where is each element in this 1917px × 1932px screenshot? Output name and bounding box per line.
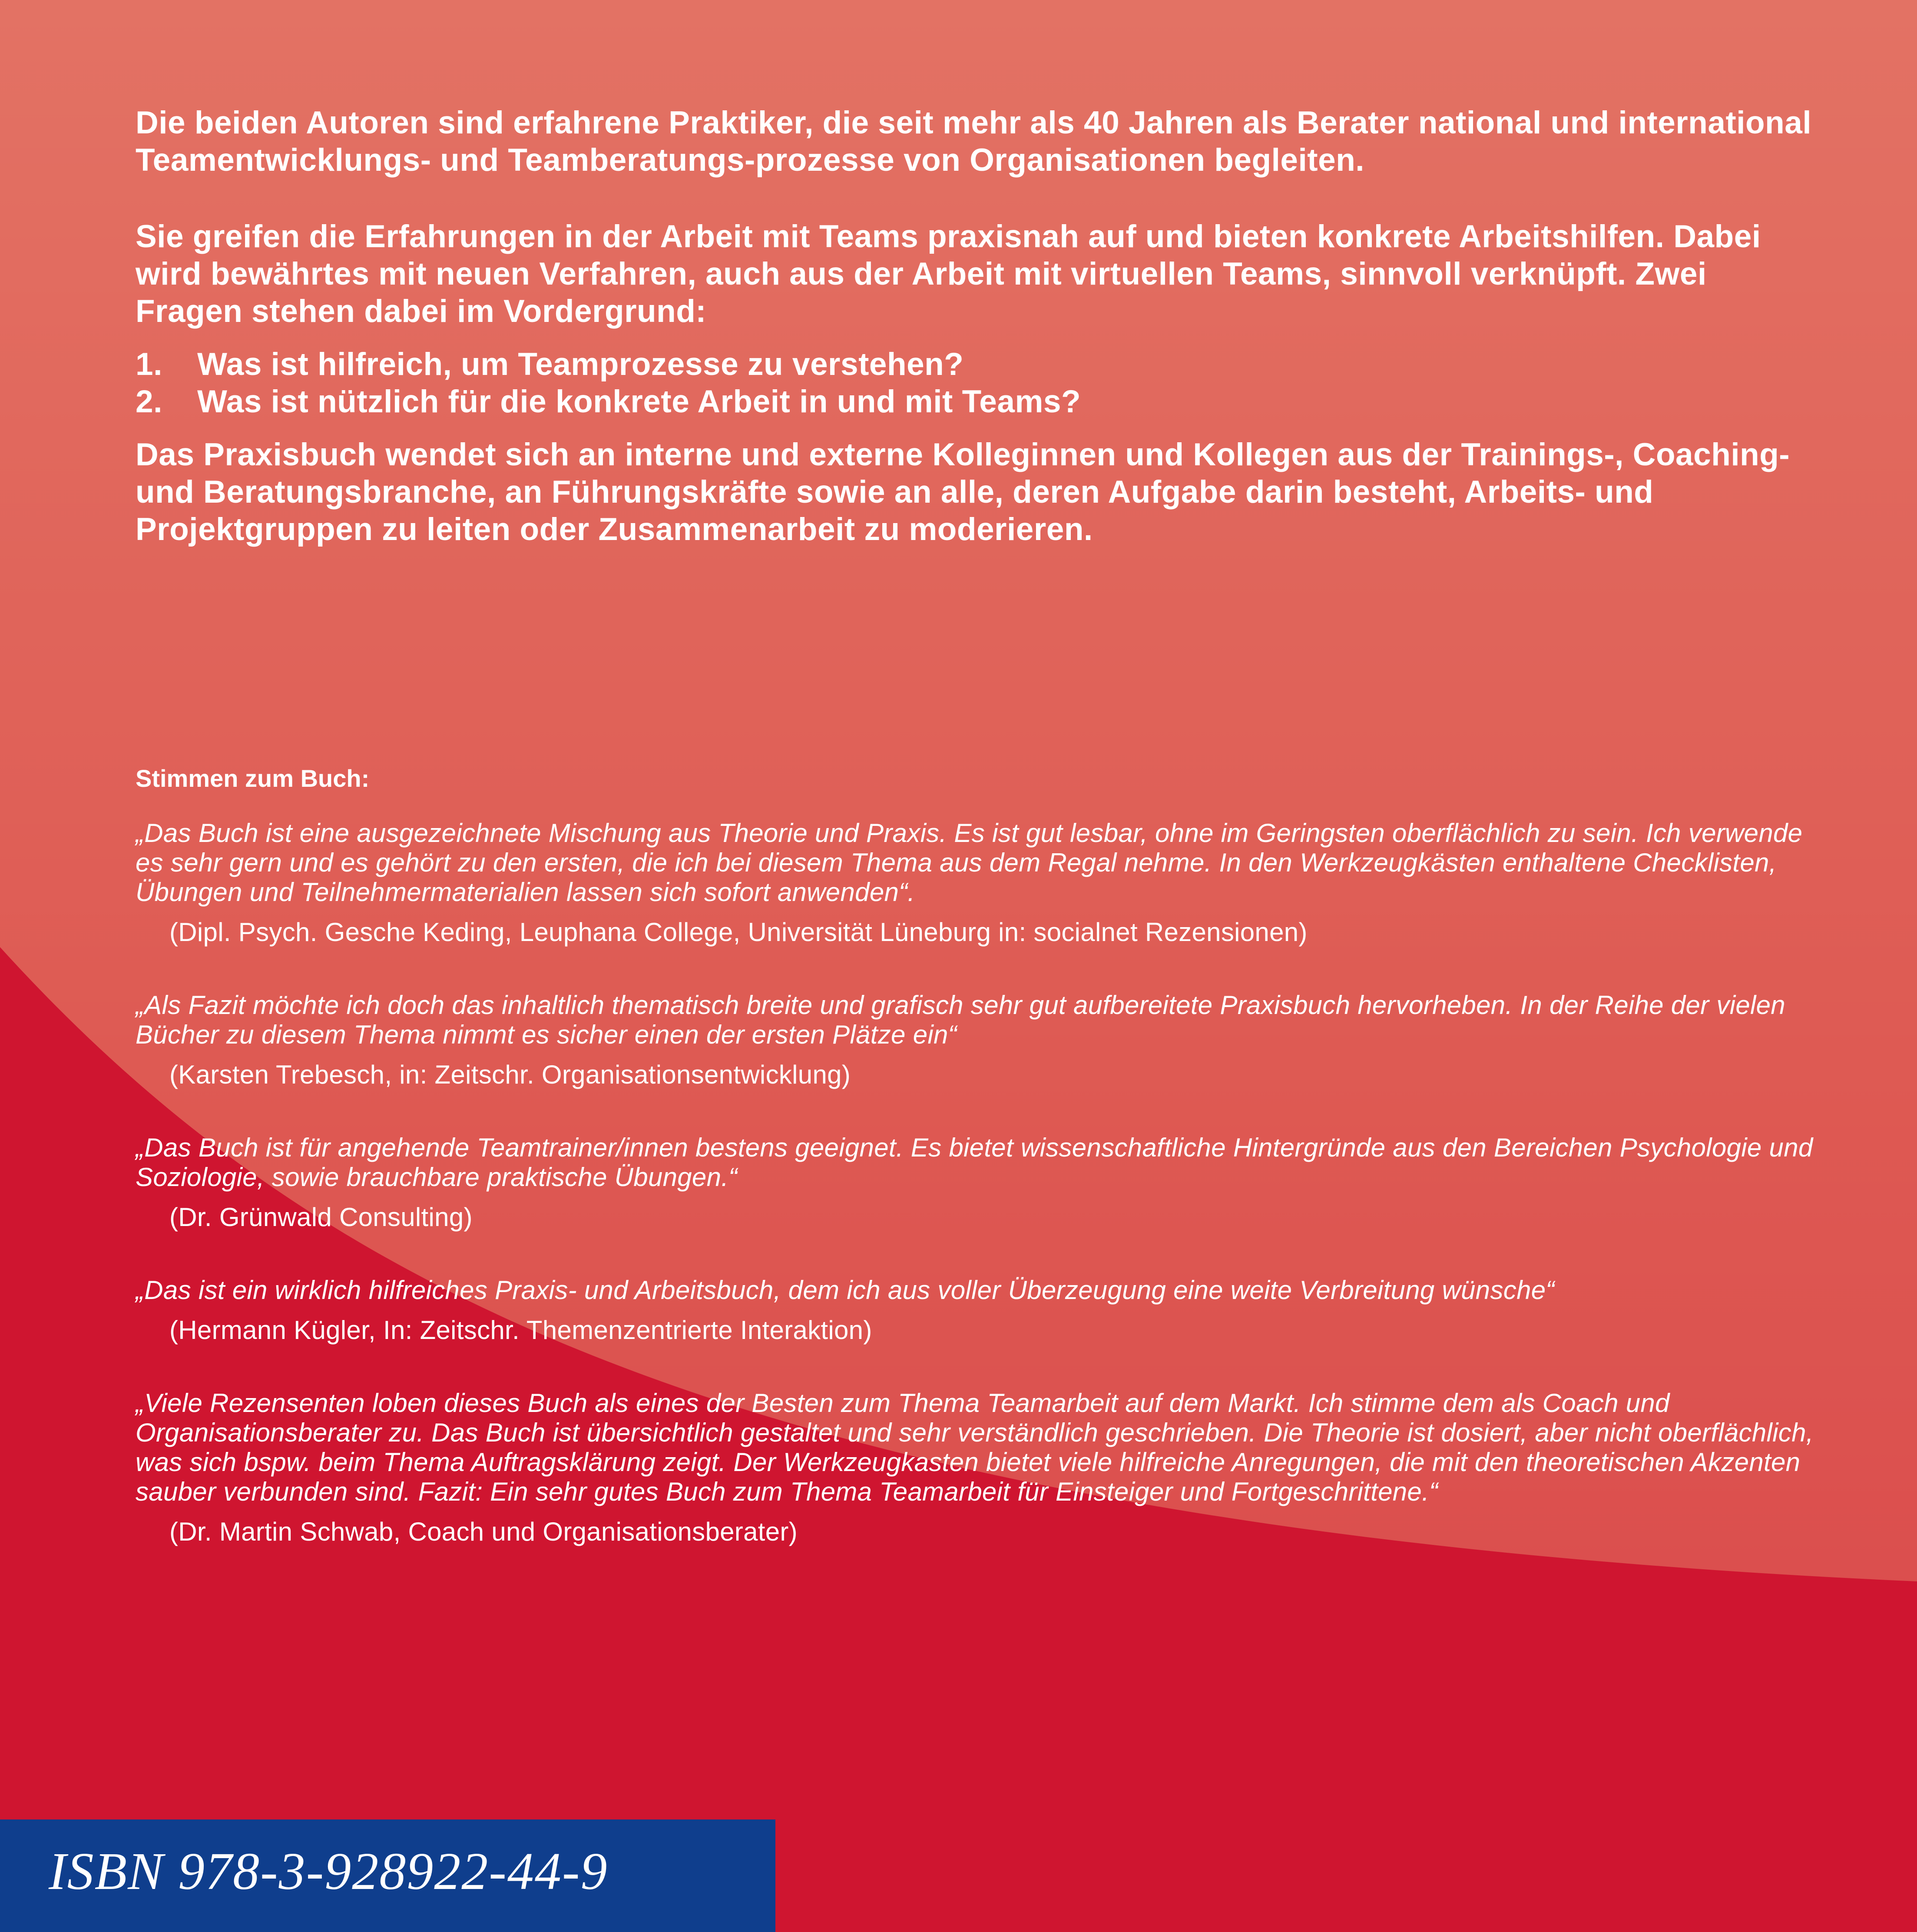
reviews-section <box>136 763 1821 1590</box>
review-item <box>136 1276 1821 1345</box>
question-text: Was ist hilfreich, um Teamprozesse zu verstehen? <box>197 347 964 382</box>
questions-list <box>136 346 1812 421</box>
intro-paragraph-approach: Sie greifen die Erfahrungen in der Arbeit mit Teams praxisnah auf und bieten konkrete Arbeitshilfen. Dabei wird bewährtes mit neuen Verfahren, auch aus der Arbeit mit virtuellen Teams, sinnvoll verknüpft. Zwei Fragen stehen dabei im Vordergrund: <box>136 219 1761 329</box>
review-quote: „Das ist ein wirklich hilfreiches Praxis- und Arbeitsbuch, dem ich aus voller Überzeugung eine weite Verbreitung wünsche“ <box>136 1276 1555 1305</box>
review-item <box>136 1133 1821 1232</box>
question-number: 2. <box>136 384 162 419</box>
question-text: Was ist nützlich für die konkrete Arbeit in und mit Teams? <box>197 384 1081 419</box>
review-quote: „Als Fazit möchte ich doch das inhaltlich thematisch breite und grafisch sehr gut aufbereitete Praxisbuch hervorheben. In der Reihe der vielen Bücher zu diesem Thema nimmt es sicher einen der ersten Plätze ein“ <box>136 991 1785 1049</box>
review-source: (Dr. Martin Schwab, Coach und Organisationsberater) <box>169 1517 798 1546</box>
intro-paragraph-audience: Das Praxisbuch wendet sich an interne und externe Kolleginnen und Kollegen aus der Trainings-, Coaching- und Beratungsbranche, an Führungskräfte sowie an alle, deren Aufgabe darin besteht, Arbeits- und Projektgruppen zu leiten oder Zusammenarbeit zu moderieren. <box>136 437 1790 547</box>
review-item <box>136 1389 1821 1547</box>
reviews-heading: Stimmen zum Buch: <box>136 765 370 792</box>
intro-section <box>136 104 1812 548</box>
review-quote: „Viele Rezensenten loben dieses Buch als eines der Besten zum Thema Teamarbeit auf dem Markt. Ich stimme dem als Coach und Organisationsberater zu. Das Buch ist übersichtlich gestaltet und sehr verständlich geschrieben. Die Theorie ist dosiert, aber nicht oberflächlich, was sich bspw. beim Thema Auftragsklärung zeigt. Der Werkzeugkasten bietet viele hilfreiche Anregungen, die mit den theoretischen Akzenten sauber verbunden sind. Fazit: Ein sehr gutes Buch zum Thema Teamarbeit für Einsteiger und Fortgeschrittene.“ <box>136 1389 1814 1506</box>
review-source: (Karsten Trebesch, in: Zeitschr. Organisationsentwicklung) <box>169 1060 851 1089</box>
review-item <box>136 819 1821 947</box>
review-source: (Hermann Kügler, In: Zeitschr. Themenzentrierte Interaktion) <box>169 1316 872 1345</box>
isbn-label: ISBN 978-3-928922-44-9 <box>49 1842 608 1901</box>
question-item <box>136 383 1812 421</box>
review-item <box>136 991 1821 1090</box>
review-quote: „Das Buch ist eine ausgezeichnete Mischung aus Theorie und Praxis. Es ist gut lesbar, ohne im Geringsten oberflächlich zu sein. Ich verwende es sehr gern und es gehört zu den ersten, die ich bei diesem Thema aus dem Regal nehme. In den Werkzeugkästen enthaltene Checklisten, Übungen und Teilnehmermaterialien lassen sich sofort anwenden“. <box>136 819 1803 907</box>
review-source: (Dr. Grünwald Consulting) <box>169 1203 473 1232</box>
question-number: 1. <box>136 347 162 382</box>
review-source: (Dipl. Psych. Gesche Keding, Leuphana College, Universität Lüneburg in: socialnet Rezensionen) <box>169 918 1308 947</box>
intro-paragraph-authors: Die beiden Autoren sind erfahrene Praktiker, die seit mehr als 40 Jahren als Berater national und international Teamentwicklungs- und Teamberatungs-prozesse von Organisationen begleiten. <box>136 105 1812 178</box>
question-item <box>136 346 1812 383</box>
review-quote: „Das Buch ist für angehende Teamtrainer/innen bestens geeignet. Es bietet wissenschaftliche Hintergründe aus den Bereichen Psychologie und Soziologie, sowie brauchbare praktische Übungen.“ <box>136 1133 1813 1192</box>
